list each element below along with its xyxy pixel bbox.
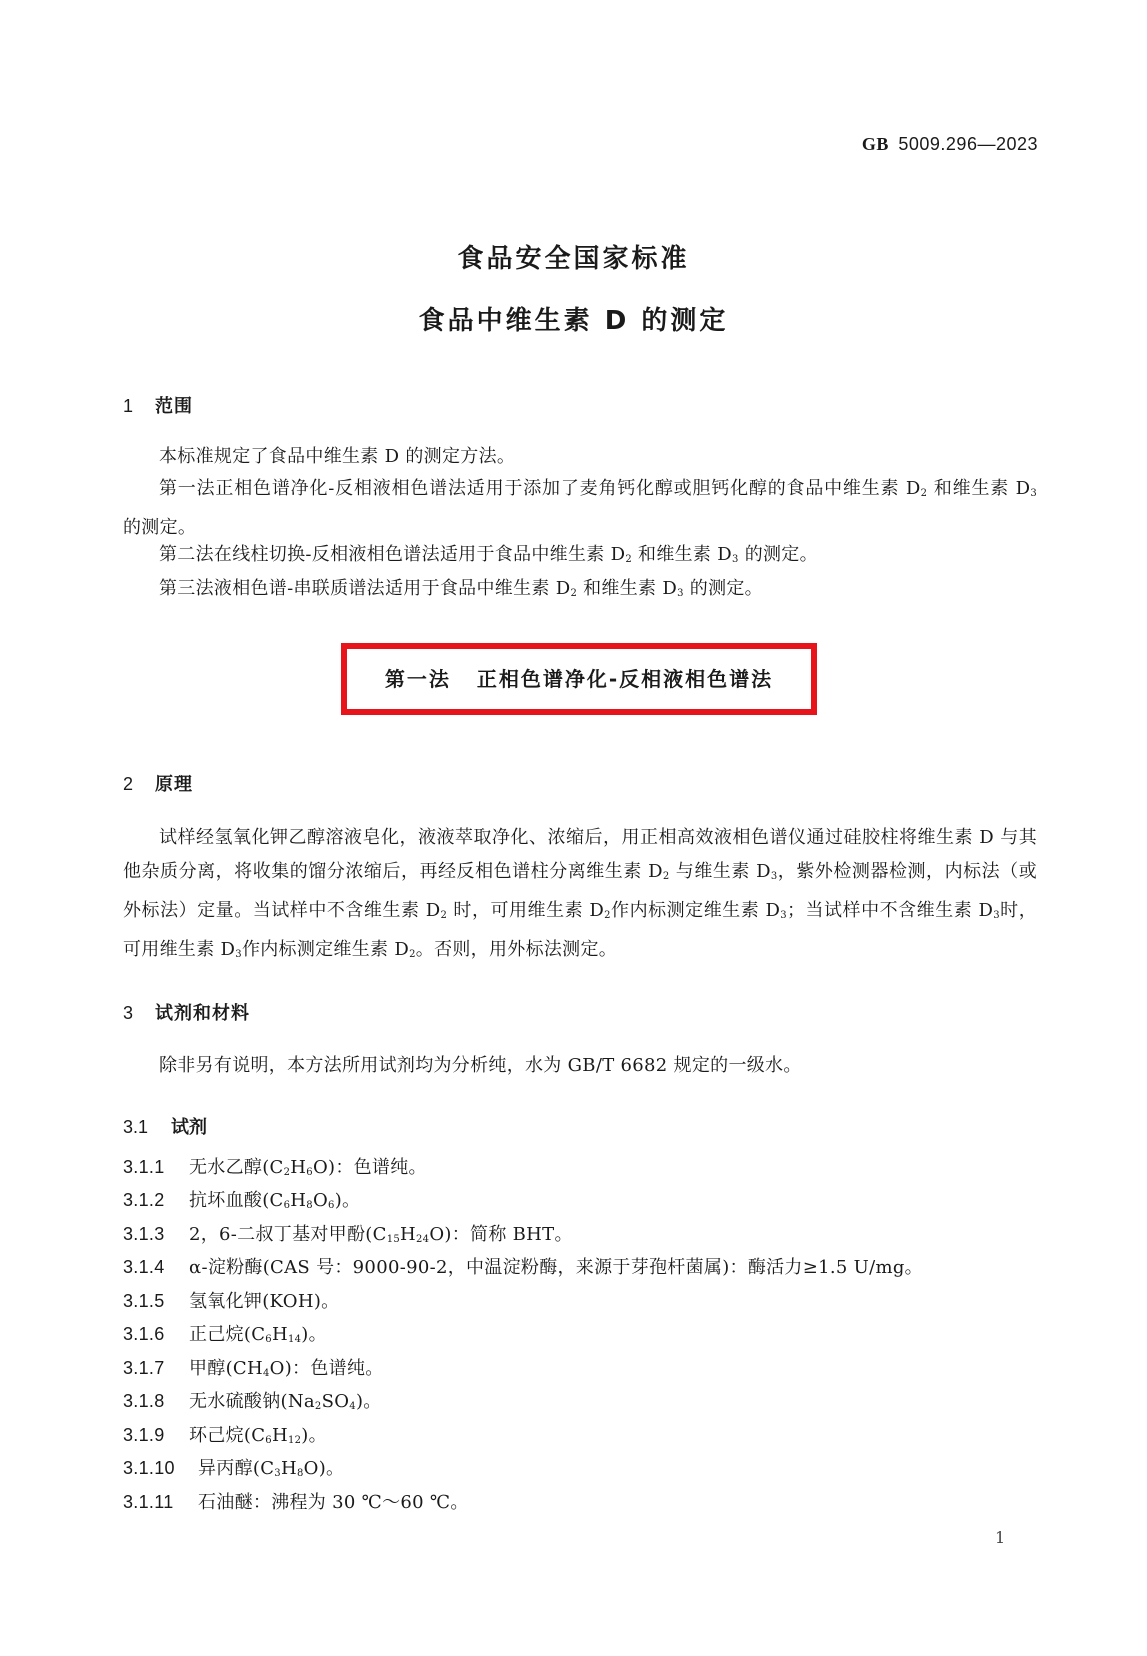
reagent-item: 3.1.10 异丙醇$(C_3H_8O)$。 — [123, 1458, 345, 1479]
section-heading-reagents-materials — [123, 999, 250, 1025]
reagent-item: 3.1.3 2，6-二叔丁基对甲酚$(C_{15}H_{24}O)$：简称 BHT。 — [123, 1224, 573, 1245]
standard-prefix: GB — [861, 134, 889, 154]
standard-code: 5009.296—2023 — [898, 134, 1038, 154]
section-title: 范围 — [155, 396, 193, 417]
reagent-item: 3.1.5 氢氧化钾(KOH)。 — [123, 1291, 340, 1312]
section-number: 1 — [123, 396, 134, 416]
section-heading-principle — [123, 770, 193, 796]
scope-paragraph-1: 本标准规定了食品中维生素 D 的测定方法。 — [159, 446, 516, 467]
reagent-item: 3.1.9 环己烷$(C_6H_{12})$。 — [123, 1425, 327, 1446]
reagent-item: 3.1.6 正己烷$(C_6H_{14})$。 — [123, 1324, 327, 1345]
section-number: 3 — [123, 1003, 134, 1023]
reagents-intro-paragraph: 除非另有说明，本方法所用试剂均为分析纯，水为 GB/T 6682 规定的一级水。 — [159, 1055, 802, 1076]
reagent-item: 3.1.7 甲醇$(CH_4O)$：色谱纯。 — [123, 1358, 384, 1379]
reagent-item: 3.1.2 抗坏血酸$(C_6H_8O_6)$。 — [123, 1190, 361, 1211]
reagent-item: 3.1.8 无水硫酸钠$(Na_2SO_4)$。 — [123, 1391, 382, 1412]
section-heading-scope — [123, 392, 193, 418]
reagent-item: 3.1.11 石油醚：沸程为 30 ℃～60 ℃。 — [123, 1492, 469, 1513]
scope-paragraph-3: 第二法在线柱切换-反相液相色谱法适用于食品中维生素 $D_2$ 和维生素 $D_3$ 的测定。 — [159, 544, 818, 565]
reagent-item: 3.1.1 无水乙醇$(C_2H_6O)$：色谱纯。 — [123, 1157, 427, 1178]
page-number: 1 — [995, 1528, 1006, 1547]
section-title: 原理 — [155, 774, 193, 795]
subsection-heading-reagents — [123, 1113, 207, 1139]
scope-paragraph-2: 第一法正相色谱净化-反相液相色谱法适用于添加了麦角钙化醇或胆钙化醇的食品中维生素 $D_2$ 和维生素 $D_3$ 的测定。 — [123, 478, 1037, 538]
subsection-number: 3.1 — [123, 1117, 149, 1137]
reagent-item: 3.1.4 α-淀粉酶(CAS 号：9000-90-2，中温淀粉酶，来源于芽孢杆菌属)：酶活力≥1.5 U/mg。 — [123, 1257, 923, 1278]
document-title: 食品安全国家标准 — [457, 244, 690, 274]
method-name: 正相色谱净化-反相液相色谱法 — [476, 667, 774, 691]
section-number: 2 — [123, 774, 134, 794]
document-subtitle: 食品中维生素 D 的测定 — [418, 306, 729, 336]
method-title — [341, 663, 817, 692]
standard-number — [862, 134, 1038, 155]
section-title: 试剂和材料 — [155, 1003, 250, 1024]
method-label: 第一法 — [384, 667, 451, 691]
subsection-title: 试剂 — [171, 1117, 207, 1138]
principle-paragraph: 试样经氢氧化钾乙醇溶液皂化，液液萃取净化、浓缩后，用正相高效液相色谱仪通过硅胶柱将维生素 D 与其他杂质分离，将收集的馏分浓缩后，再经反相色谱柱分离维生素 $D_2$ 与维生素 $D_3$，紫外检测器检测，内标法（或外标法）定量。当试样中不含维生素 $D_2$ 时，可用维生素 $D_2$作内标测定维生素 $D_3$；当试样中不含维生素 $D_3$时，可用维生素 $D_3$作内标测定维生素 $D_2$。否则，用外标法测定。 — [123, 827, 1038, 960]
scope-paragraph-4: 第三法液相色谱-串联质谱法适用于食品中维生素 $D_2$ 和维生素 $D_3$ 的测定。 — [159, 578, 763, 599]
